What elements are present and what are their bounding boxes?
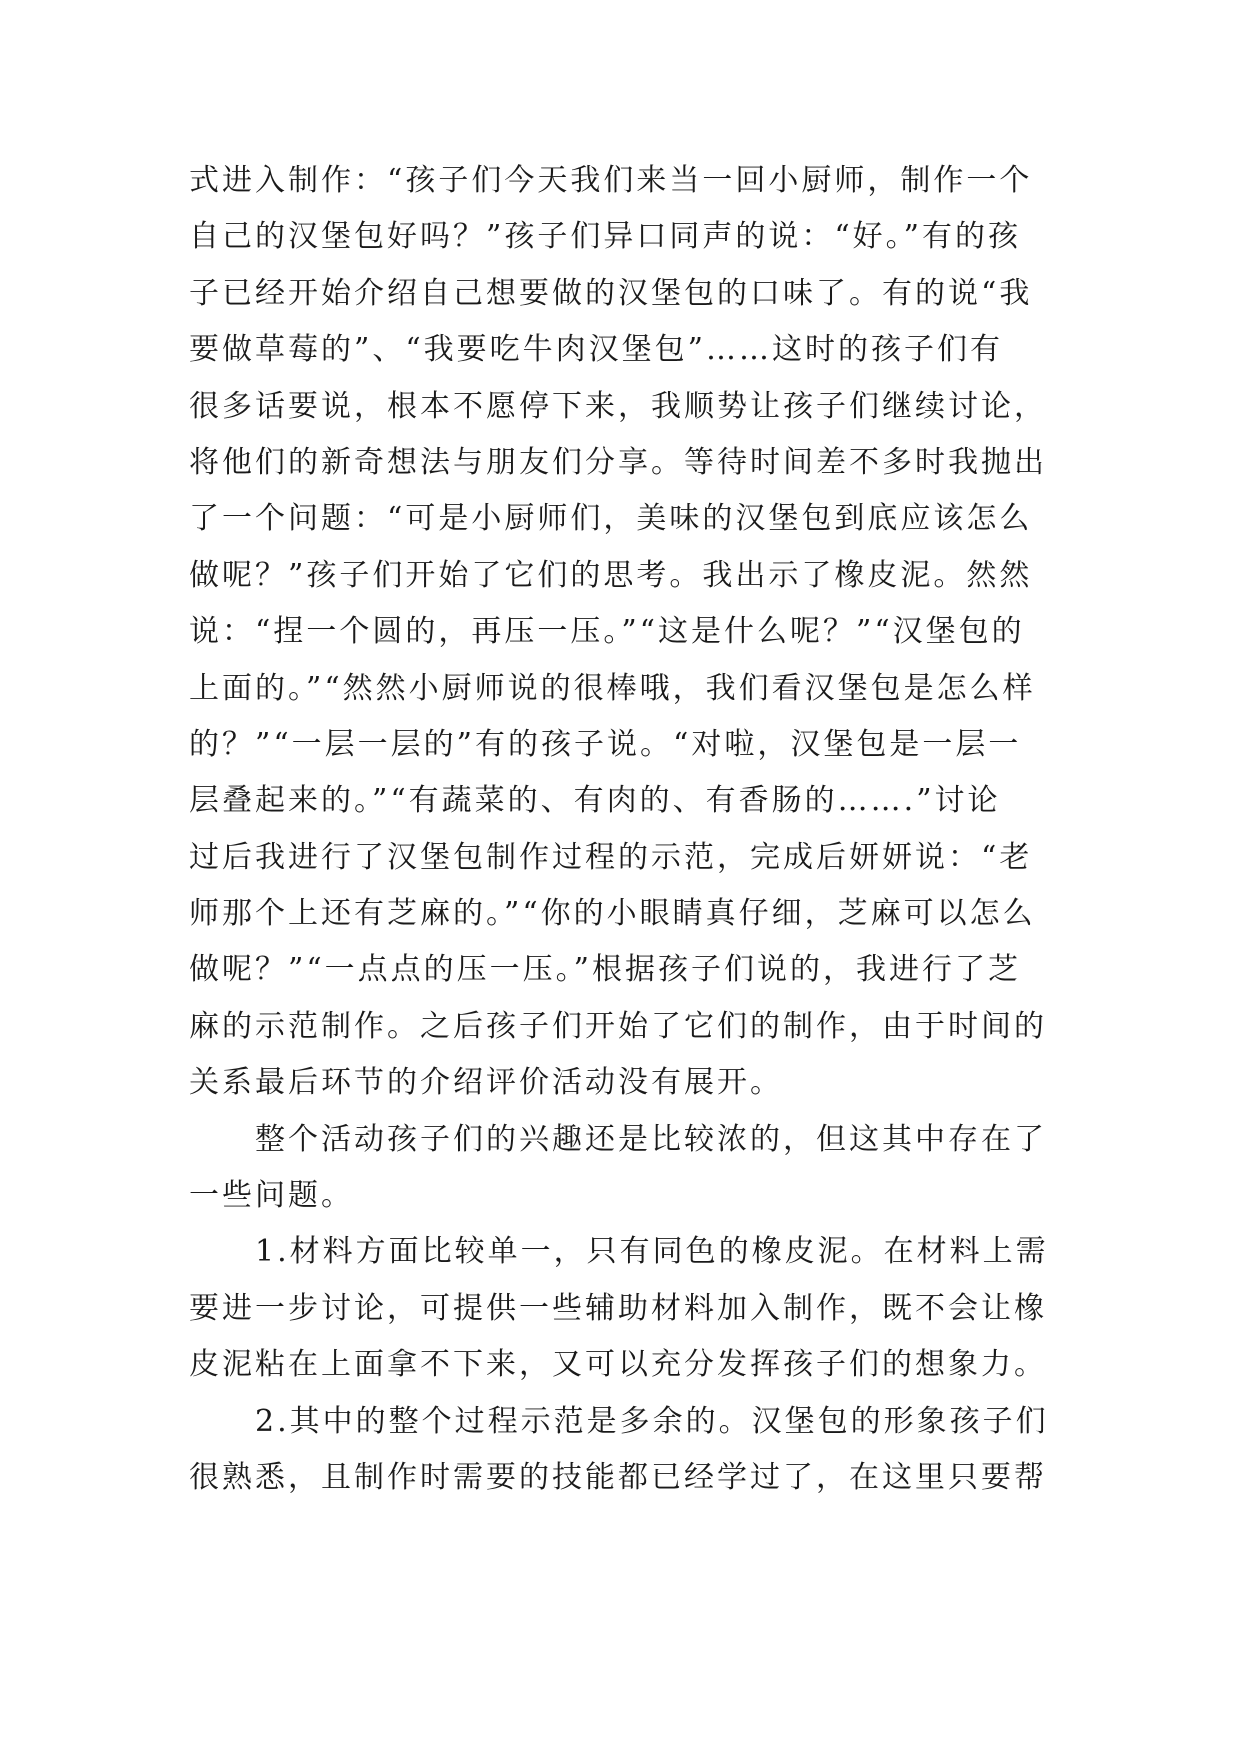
text-line: 说：“捏一个圆的，再压一压。”“这是什么呢？”“汉堡包的: [189, 614, 1025, 650]
text-line: 自己的汉堡包好吗？”孩子们异口同声的说：“好。”有的孩: [189, 219, 1022, 255]
text-line: 式进入制作：“孩子们今天我们来当一回小厨师，制作一个: [189, 163, 1033, 198]
text-line: 要进一步讨论，可提供一些辅助材料加入制作，既不会让橡: [189, 1290, 1047, 1326]
body-text: [189, 153, 1069, 1506]
text-line: 皮泥粘在上面拿不下来，又可以充分发挥孩子们的想象力。: [189, 1347, 1047, 1383]
text-line: 子已经开始介绍自己想要做的汉堡包的口味了。有的说“我: [189, 275, 1033, 311]
list-item-2-start-line: 2.其中的整个过程示范是多余的。汉堡包的形象孩子们: [255, 1403, 1049, 1439]
text-line: 很熟悉，且制作时需要的技能都已经学过了，在这里只要帮: [189, 1459, 1047, 1495]
text-line: 了一个问题：“可是小厨师们，美味的汉堡包到底应该怎么: [189, 501, 1033, 537]
text-line: 做呢？”“一点点的压一压。”根据孩子们说的，我进行了芝: [189, 952, 1022, 988]
text-line: 上面的。”“然然小厨师说的很棒哦，我们看汉堡包是怎么样: [189, 670, 1036, 706]
text-line: 师那个上还有芝麻的。”“你的小眼睛真仔细，芝麻可以怎么: [189, 896, 1036, 932]
text-line: 要做草莓的”、“我要吃牛肉汉堡包”……这时的孩子们有: [189, 332, 1004, 368]
text-line: 的？”“一层一层的”有的孩子说。“对啦，汉堡包是一层一: [189, 726, 1022, 762]
text-line: 过后我进行了汉堡包制作过程的示范，完成后妍妍说：“老: [189, 839, 1033, 875]
text-line: 将他们的新奇想法与朋友们分享。等待时间差不多时我抛出: [189, 444, 1047, 480]
text-line: 关系最后环节的介绍评价活动没有展开。: [189, 1065, 783, 1101]
paragraph-start-line: 整个活动孩子们的兴趣还是比较浓的，但这其中存在了: [255, 1121, 1047, 1157]
text-line: 麻的示范制作。之后孩子们开始了它们的制作，由于时间的: [189, 1008, 1047, 1044]
text-line: 层叠起来的。”“有蔬菜的、有肉的、有香肠的…….”讨论: [189, 783, 1001, 819]
list-item-1-start-line: 1.材料方面比较单一，只有同色的橡皮泥。在材料上需: [255, 1234, 1049, 1270]
text-line: 很多话要说，根本不愿停下来，我顺势让孩子们继续讨论，: [189, 388, 1047, 424]
text-line: 做呢？”孩子们开始了它们的思考。我出示了橡皮泥。然然: [189, 557, 1033, 593]
text-line: 一些问题。: [189, 1178, 354, 1214]
